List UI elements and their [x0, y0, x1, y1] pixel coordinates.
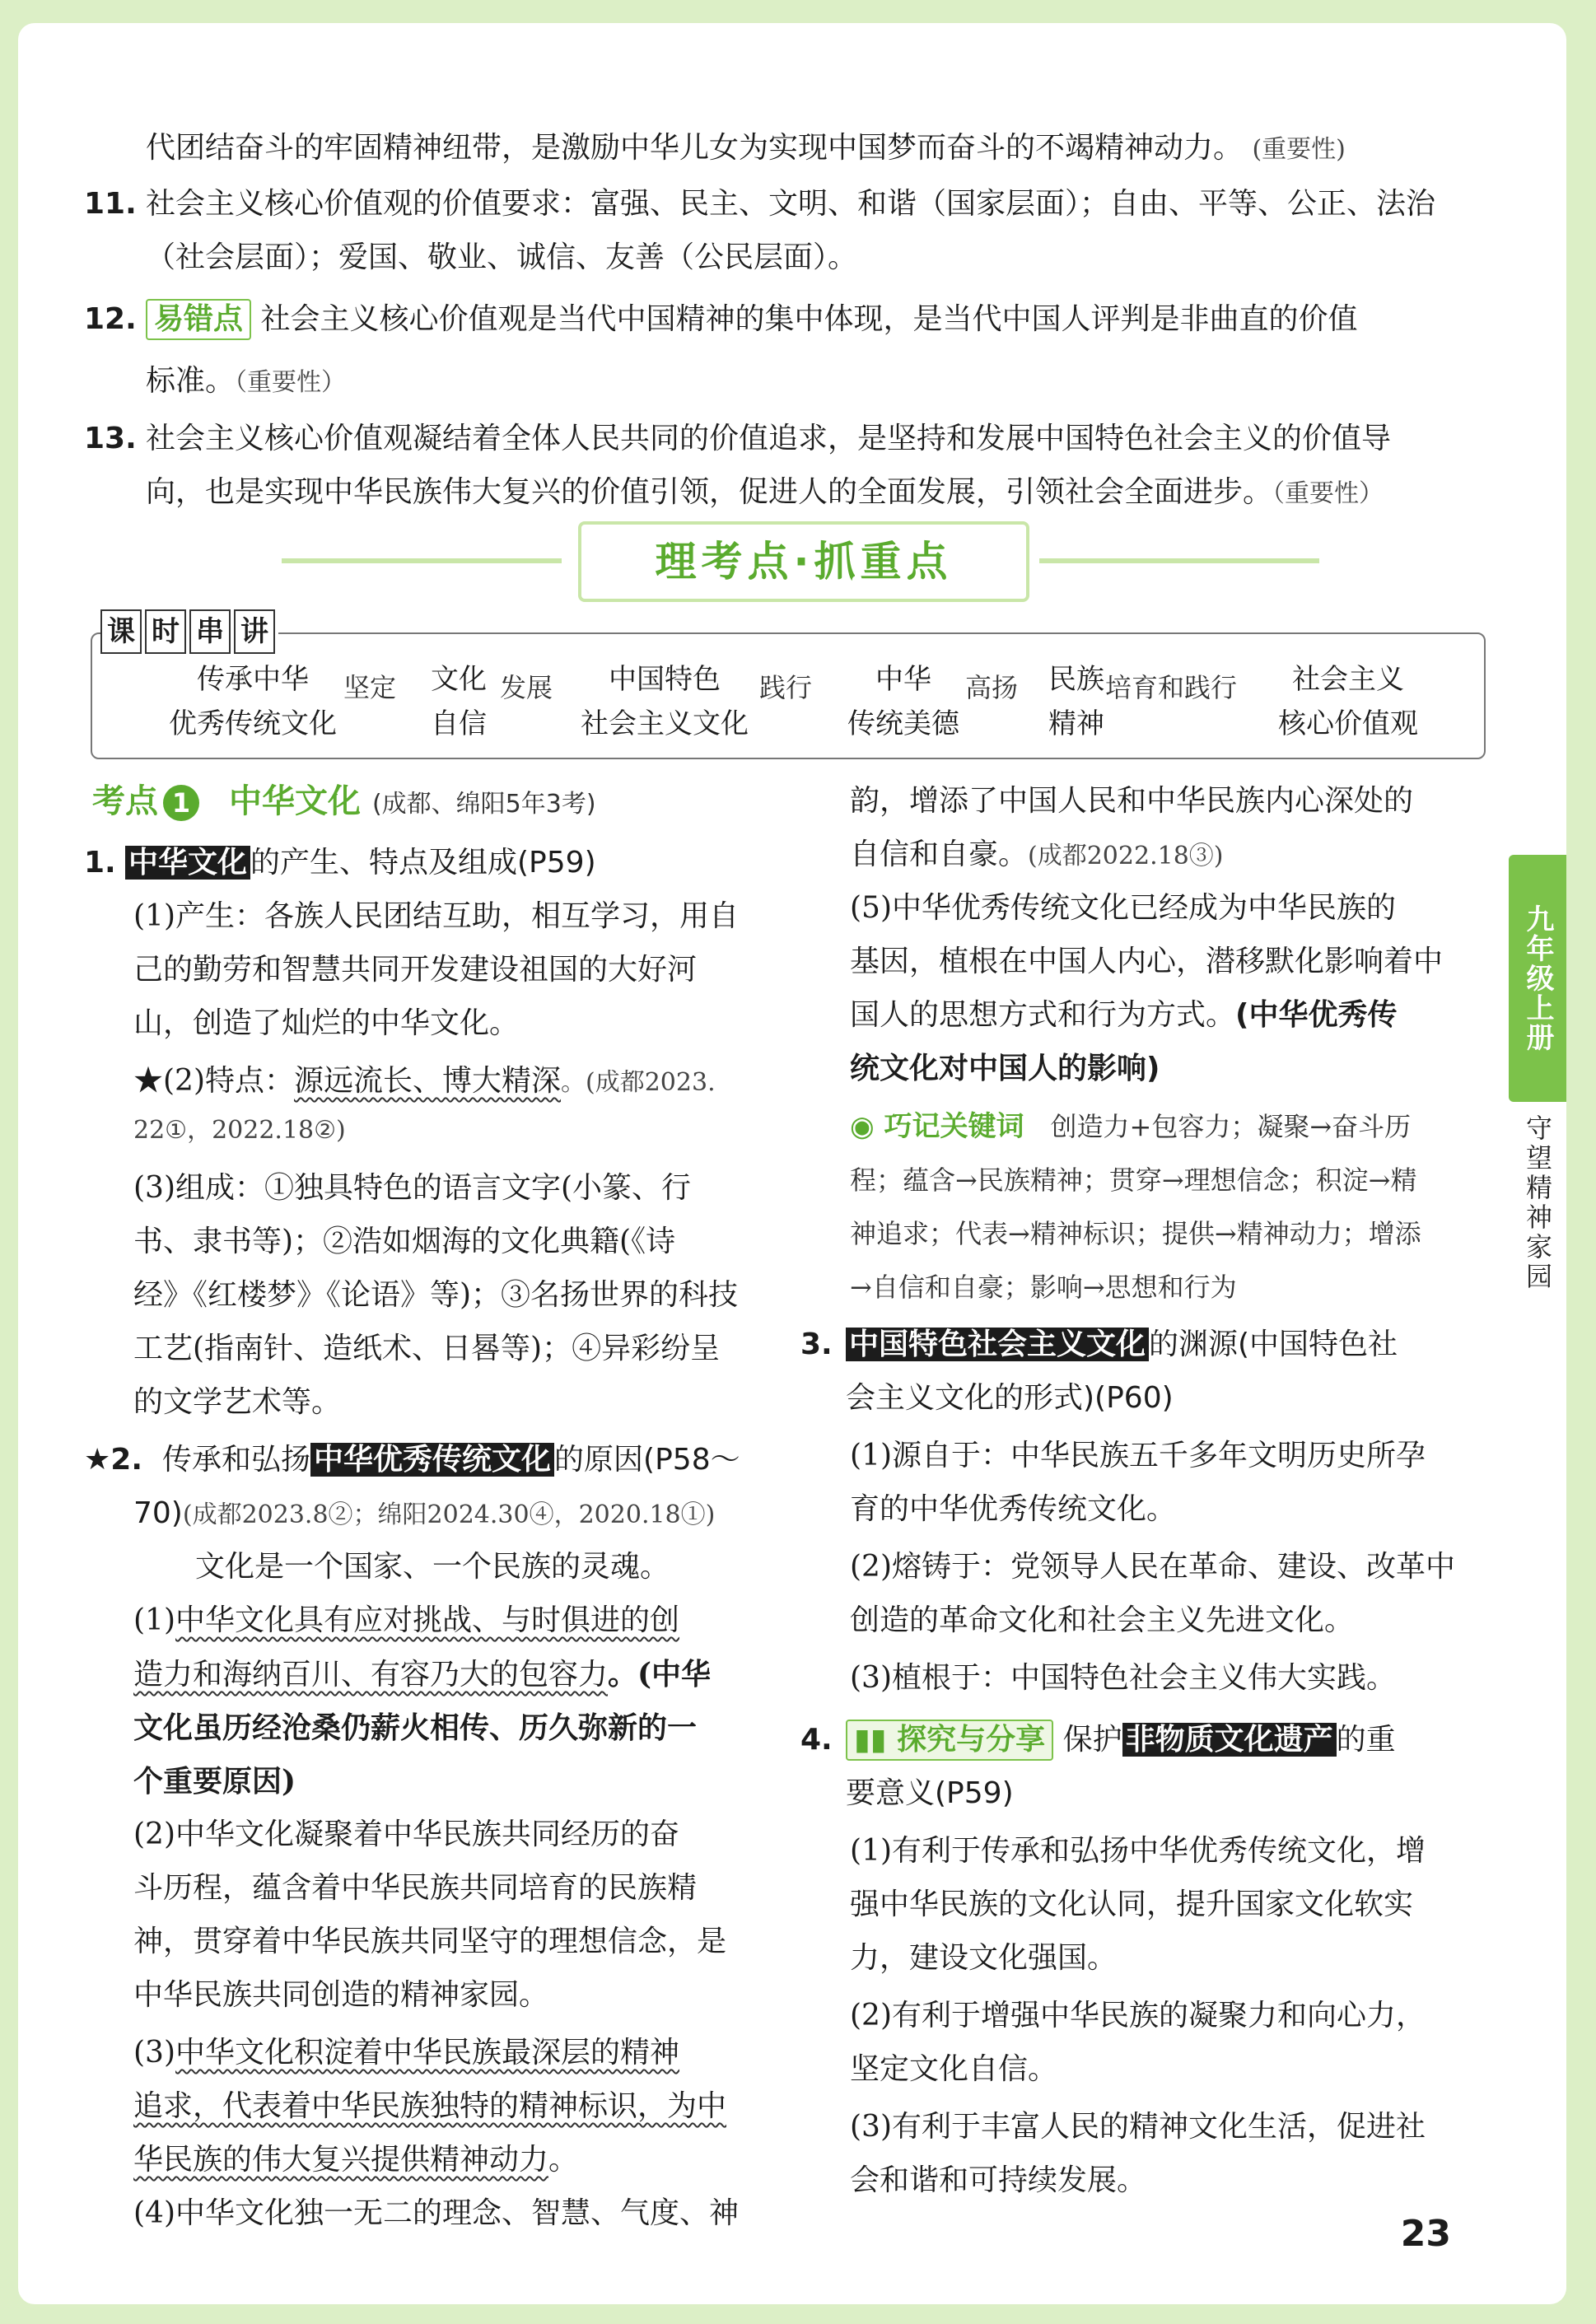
text-line: 追求，代表着中华民族独特的精神标识，为中	[133, 2089, 727, 2123]
chain-link: 高扬	[965, 672, 1019, 703]
kp-title: 考点 1 中华文化 (成都、绵阳5年3考)	[92, 782, 596, 820]
text-line: 文化是一个国家、一个民族的灵魂。	[195, 1550, 670, 1584]
item-number: 12.	[84, 302, 137, 336]
text-line: 统文化对中国人的影响)	[850, 1052, 1160, 1085]
text-line: (3)植根于：中国特色社会主义伟大实践。	[850, 1661, 1396, 1695]
section-banner: 理考点·抓重点	[578, 521, 1029, 602]
text-line: 自信和自豪。(成都2022.18③)	[850, 838, 1224, 871]
question-heading: 传承和弘扬 中华优秀传统文化 的原因(P58～	[162, 1443, 740, 1477]
text-line: (4)中华文化独一无二的理念、智慧、气度、神	[133, 2196, 739, 2230]
text-line: (2)有利于增强中华民族的凝聚力和向心力，	[850, 1999, 1426, 2032]
chain-node: 民族 精神	[1048, 663, 1104, 740]
text-line: 坚定文化自信。	[850, 2052, 1058, 2086]
item-number: ★2.	[84, 1443, 142, 1477]
chain-link: 发展	[500, 672, 553, 703]
text-line: 创造的革命文化和社会主义先进文化。	[850, 1603, 1355, 1637]
text-line: →自信和自豪；影响→思想和行为	[850, 1272, 1237, 1303]
text-line: 韵，增添了中国人民和中华民族内心深处的	[850, 784, 1414, 818]
banner-rule	[1039, 558, 1319, 563]
text-line: 会主义文化的形式)(P60)	[846, 1381, 1174, 1415]
text-line: 向，也是实现中华民族伟大复兴的价值引领，促进人的全面发展，引领社会全面进步。（重要性）	[146, 475, 1384, 509]
explore-tag: ▮▮ 探究与分享	[846, 1720, 1053, 1761]
banner-rule	[282, 558, 562, 563]
text-line: 基因，植根在中国人内心，潜移默化影响着中	[850, 945, 1444, 978]
text-line: 己的勤劳和智慧共同开发建设祖国的大好河	[133, 953, 698, 987]
text-line: 国人的思想方式和行为方式。(中华优秀传	[850, 998, 1398, 1032]
text-line: 山，创造了灿烂的中华文化。	[133, 1006, 520, 1040]
text-line: 文化虽历经沧桑仍薪火相传、历久弥新的一	[133, 1710, 698, 1745]
text-line: 代团结奋斗的牢固精神纽带，是激励中华儿女为实现中国梦而奋斗的不竭精神动力。 (重要性)	[146, 131, 1346, 165]
page-number: 23	[1400, 2213, 1451, 2255]
chain-node: 中华 传统美德	[847, 663, 959, 740]
text-line: ★(2)特点：源远流长、博大精深。(成都2023.	[133, 1064, 716, 1098]
text-line: 神追求；代表→精神标识；提供→精神动力；增添	[850, 1218, 1421, 1249]
item-number: 11.	[84, 187, 137, 221]
chain-node: 社会主义 核心价值观	[1278, 663, 1418, 740]
item-number: 1.	[84, 846, 116, 880]
text-line: 工艺(指南针、造纸术、日晷等)；④异彩纷呈	[133, 1332, 721, 1365]
chain-link: 培育和践行	[1105, 672, 1238, 703]
text-line: (3)中华文化积淀着中华民族最深层的精神	[133, 2036, 680, 2070]
item-number: 13.	[84, 422, 137, 455]
chain-link: 践行	[759, 672, 813, 703]
book-icon: ▮▮	[854, 1723, 898, 1757]
item-number: 3.	[800, 1328, 833, 1361]
text-line: 22①，2022.18②)	[133, 1116, 346, 1145]
chain-link: 坚定	[343, 672, 397, 703]
page	[18, 23, 1566, 2304]
text-line: 神，贯穿着中华民族共同坚守的理想信念，是	[133, 1925, 727, 1958]
text-line: （社会层面）；爱国、敬业、诚信、友善（公民层面）。	[146, 240, 858, 274]
chain-node: 文化 自信	[431, 663, 487, 740]
text-line: 要意义(P59)	[846, 1776, 1014, 1810]
text-line: 会和谐和可持续发展。	[850, 2163, 1147, 2197]
keyword-block: ◉ 巧记关键词 创造力+包容力；凝聚→奋斗历	[850, 1110, 1412, 1143]
text-line: 书、隶书等)；②浩如烟海的文化典籍(《诗	[133, 1225, 676, 1258]
text-line: (3)有利于丰富人民的精神文化生活，促进社	[850, 2110, 1426, 2144]
text-line: 华民族的伟大复兴提供精神动力。	[133, 2143, 579, 2177]
text-line: 的文学艺术等。	[133, 1385, 342, 1419]
grade-tab: 九年级上册	[1509, 855, 1566, 1102]
text-line: 易错点 社会主义核心价值观是当代中国精神的集中体现，是当代中国人评判是非曲直的价值	[146, 295, 1357, 344]
text-line: 70)(成都2023.8②；绵阳2024.30④，2020.18①)	[133, 1496, 716, 1530]
question-heading: 中华文化 的产生、特点及组成(P59)	[125, 838, 596, 888]
text-line: (1)产生：各族人民团结互助，相互学习，用自	[133, 899, 739, 933]
text-line: (1)中华文化具有应对挑战、与时俱进的创	[133, 1603, 680, 1637]
text-line: 个重要原因)	[133, 1764, 296, 1799]
text-line: 强中华民族的文化认同，提升国家文化软实	[850, 1888, 1414, 1921]
text-line: 标准。（重要性）	[146, 364, 347, 398]
chain-node: 中国特色 社会主义文化	[581, 663, 749, 740]
text-line: 造力和海纳百川、有容乃大的包容力。(中华	[133, 1657, 712, 1692]
error-tag: 易错点	[146, 299, 251, 340]
text-line: 经》《红楼梦》《论语》等)；③名扬世界的科技	[133, 1278, 739, 1312]
text-line: 中华民族共同创造的精神家园。	[133, 1978, 549, 2012]
text-line: 程；蕴含→民族精神；贯穿→理想信念；积淀→精	[850, 1164, 1417, 1196]
box-title: 课 时 串 讲	[100, 609, 278, 651]
unit-title: 守望精神家园	[1522, 1114, 1553, 1292]
item-number: 4.	[800, 1723, 833, 1757]
text-line: (1)源自于：中华民族五千多年文明历史所孕	[850, 1439, 1426, 1472]
text-line: (1)有利于传承和弘扬中华优秀传统文化，增	[850, 1834, 1426, 1868]
text-line: 斗历程，蕴含着中华民族共同培育的民族精	[133, 1871, 698, 1905]
text-line: 社会主义核心价值观的价值要求：富强、民主、文明、和谐（国家层面）；自由、平等、公正、法治	[146, 187, 1436, 221]
text-line: (2)中华文化凝聚着中华民族共同经历的奋	[133, 1818, 679, 1851]
text-line: 力，建设文化强国。	[850, 1941, 1118, 1975]
text-line: (3)组成：①独具特色的语言文字(小篆、行	[133, 1171, 692, 1205]
question-heading: ▮▮ 探究与分享 保护 非物质文化遗产 的重	[846, 1715, 1396, 1765]
text-line: (2)熔铸于：党领导人民在革命、建设、改革中	[850, 1550, 1455, 1584]
text-line: 育的中华优秀传统文化。	[850, 1492, 1177, 1526]
chain-node: 传承中华 优秀传统文化	[169, 663, 337, 740]
pin-icon: ◉	[850, 1110, 884, 1143]
text-line: 社会主义核心价值观凝结着全体人民共同的价值追求，是坚持和发展中国特色社会主义的价值导	[146, 422, 1392, 455]
text-line: (5)中华优秀传统文化已经成为中华民族的	[850, 891, 1396, 925]
question-heading: 中国特色社会主义文化 的渊源(中国特色社	[846, 1320, 1398, 1370]
